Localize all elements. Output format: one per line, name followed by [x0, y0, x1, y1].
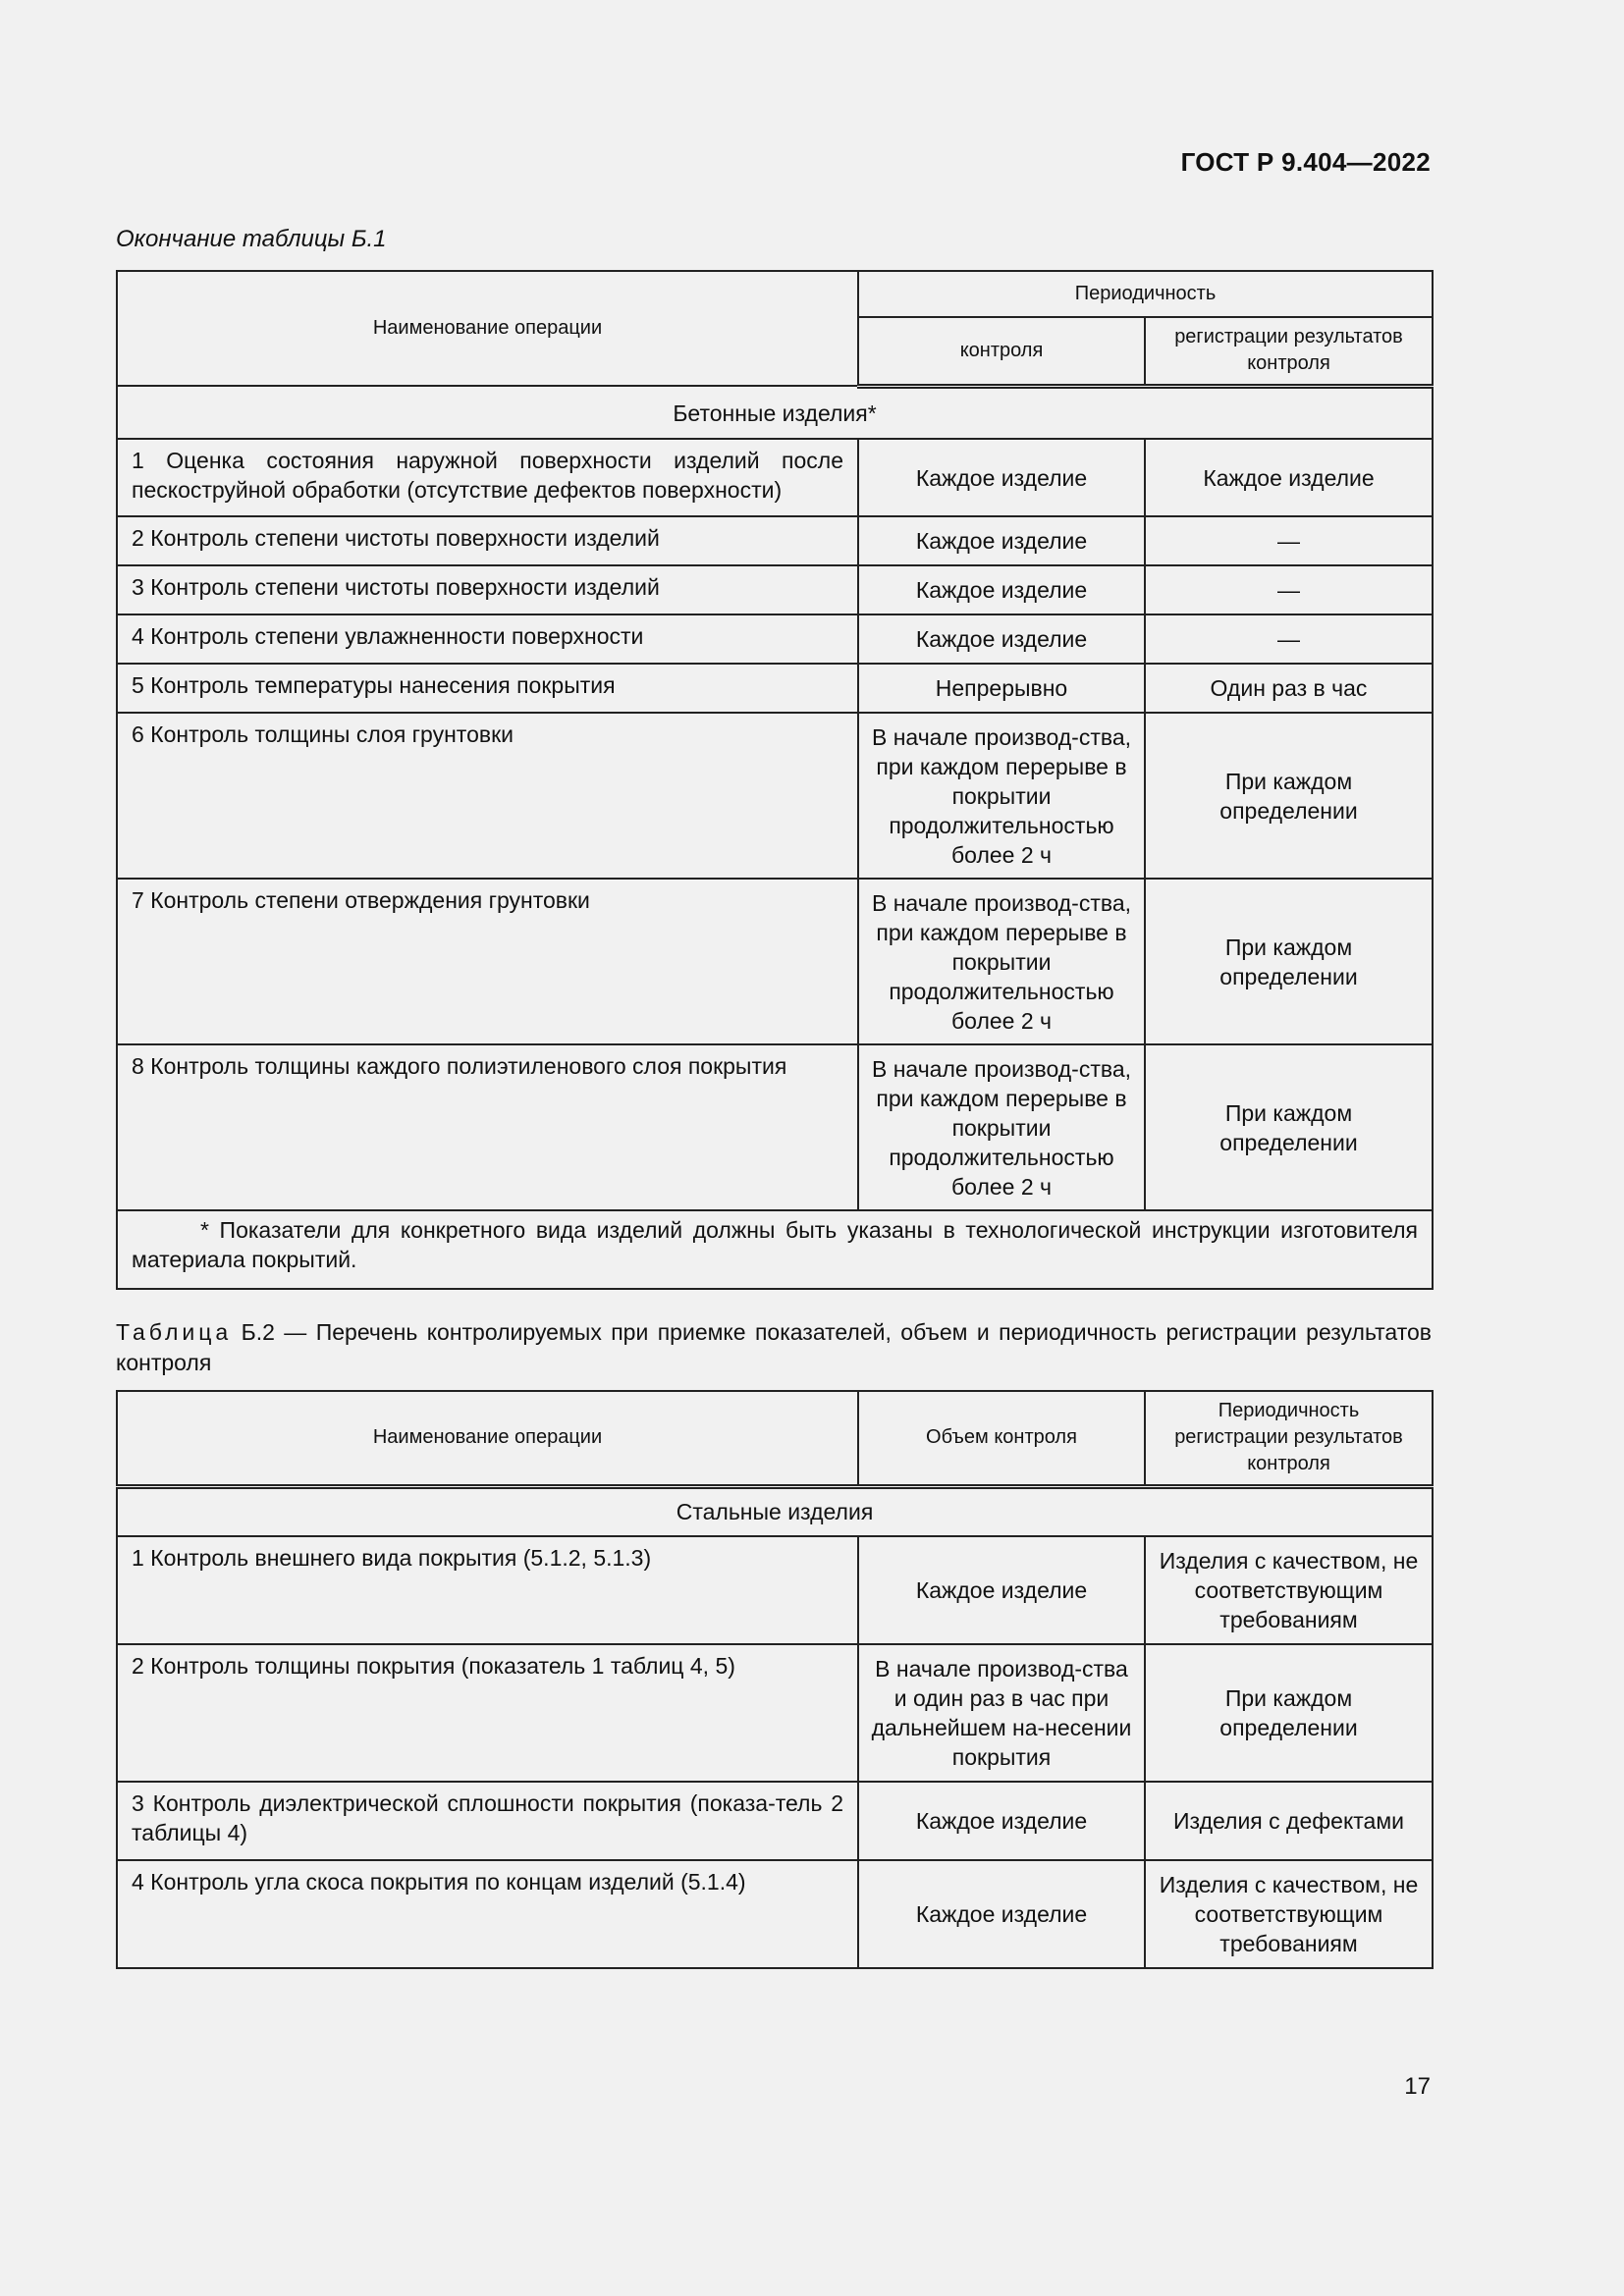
table-row	[117, 614, 1433, 664]
operation-name: 1 Оценка состояния наружной поверхности изделий после пескоструйной обработки (отсутствие дефектов поверхности)	[117, 439, 858, 516]
control-periodicity: В начале производ-ства, при каждом перерыве в покрытии продолжительностью более 2 ч	[858, 713, 1145, 879]
control-volume: Каждое изделие	[858, 1860, 1145, 1968]
operation-name: 2 Контроль степени чистоты поверхности изделий	[117, 516, 858, 565]
registration-periodicity: —	[1145, 565, 1433, 614]
registration-periodicity: —	[1145, 516, 1433, 565]
section-title: Стальные изделия	[117, 1486, 1433, 1536]
table-row	[117, 439, 1433, 516]
table-row	[117, 1044, 1433, 1210]
operation-name: 8 Контроль толщины каждого полиэтиленового слоя покрытия	[117, 1044, 858, 1210]
table-continuation-caption: Окончание таблицы Б.1	[116, 226, 387, 252]
registration-periodicity: Один раз в час	[1145, 664, 1433, 713]
operation-name: 7 Контроль степени отверждения грунтовки	[117, 879, 858, 1044]
page-number: 17	[1404, 2073, 1431, 2100]
header-control: контроля	[858, 317, 1145, 386]
table-row	[117, 713, 1433, 879]
table-header-row	[117, 271, 1433, 317]
table-row	[117, 565, 1433, 614]
footnote-row	[117, 1210, 1433, 1289]
operation-name: 3 Контроль степени чистоты поверхности изделий	[117, 565, 858, 614]
control-periodicity: Каждое изделие	[858, 614, 1145, 664]
header-periodicity: Периодичность	[858, 271, 1433, 317]
operation-name: 2 Контроль толщины покрытия (показатель 1 таблиц 4, 5)	[117, 1644, 858, 1782]
operation-name: 4 Контроль угла скоса покрытия по концам изделий (5.1.4)	[117, 1860, 858, 1968]
registration-periodicity: Изделия с дефектами	[1145, 1782, 1433, 1860]
registration-periodicity: При каждом определении	[1145, 1044, 1433, 1210]
registration-periodicity: Изделия с качеством, не соответствующим требованиям	[1145, 1536, 1433, 1644]
document-id: ГОСТ Р 9.404—2022	[1180, 147, 1431, 177]
header-operation-name: Наименование операции	[117, 271, 858, 386]
operation-name: 4 Контроль степени увлажненности поверхности	[117, 614, 858, 664]
table-row	[117, 879, 1433, 1044]
control-volume: Каждое изделие	[858, 1782, 1145, 1860]
table-row	[117, 516, 1433, 565]
control-periodicity: Непрерывно	[858, 664, 1145, 713]
table-title-text: Б.2 — Перечень контролируемых при приемке показателей, объем и периодичность регистрации результатов контроля	[116, 1319, 1432, 1375]
table-row	[117, 1536, 1433, 1644]
table-row	[117, 664, 1433, 713]
control-periodicity: В начале производ-ства, при каждом перерыве в покрытии продолжительностью более 2 ч	[858, 1044, 1145, 1210]
table-row	[117, 1860, 1433, 1968]
control-volume: В начале производ-ства и один раз в час при дальнейшем на-несении покрытия	[858, 1644, 1145, 1782]
control-periodicity: В начале производ-ства, при каждом перерыве в покрытии продолжительностью более 2 ч	[858, 879, 1145, 1044]
registration-periodicity: При каждом определении	[1145, 713, 1433, 879]
header-registration: Периодичность регистрации результатов контроля	[1145, 1391, 1433, 1486]
table-label: Таблица	[116, 1319, 233, 1345]
operation-name: 1 Контроль внешнего вида покрытия (5.1.2, 5.1.3)	[117, 1536, 858, 1644]
table-b2	[116, 1390, 1434, 1969]
header-operation-name: Наименование операции	[117, 1391, 858, 1486]
table-footnote: * Показатели для конкретного вида изделий должны быть указаны в технологической инструкции изготовителя материала покрытий.	[117, 1210, 1433, 1289]
control-periodicity: Каждое изделие	[858, 516, 1145, 565]
table-header-row	[117, 1391, 1433, 1486]
operation-name: 5 Контроль температуры нанесения покрытия	[117, 664, 858, 713]
control-periodicity: Каждое изделие	[858, 439, 1145, 516]
registration-periodicity: Каждое изделие	[1145, 439, 1433, 516]
header-volume: Объем контроля	[858, 1391, 1145, 1486]
table-row	[117, 1782, 1433, 1860]
table-b1	[116, 270, 1434, 1290]
section-row	[117, 386, 1433, 439]
control-volume: Каждое изделие	[858, 1536, 1145, 1644]
registration-periodicity: —	[1145, 614, 1433, 664]
control-periodicity: Каждое изделие	[858, 565, 1145, 614]
header-registration: регистрации результатов контроля	[1145, 317, 1433, 386]
registration-periodicity: Изделия с качеством, не соответствующим требованиям	[1145, 1860, 1433, 1968]
section-title: Бетонные изделия*	[117, 386, 1433, 439]
table-row	[117, 1644, 1433, 1782]
section-row	[117, 1486, 1433, 1536]
operation-name: 3 Контроль диэлектрической сплошности покрытия (показа-тель 2 таблицы 4)	[117, 1782, 858, 1860]
registration-periodicity: При каждом определении	[1145, 879, 1433, 1044]
table-b2-title	[116, 1317, 1432, 1378]
operation-name: 6 Контроль толщины слоя грунтовки	[117, 713, 858, 879]
registration-periodicity: При каждом определении	[1145, 1644, 1433, 1782]
